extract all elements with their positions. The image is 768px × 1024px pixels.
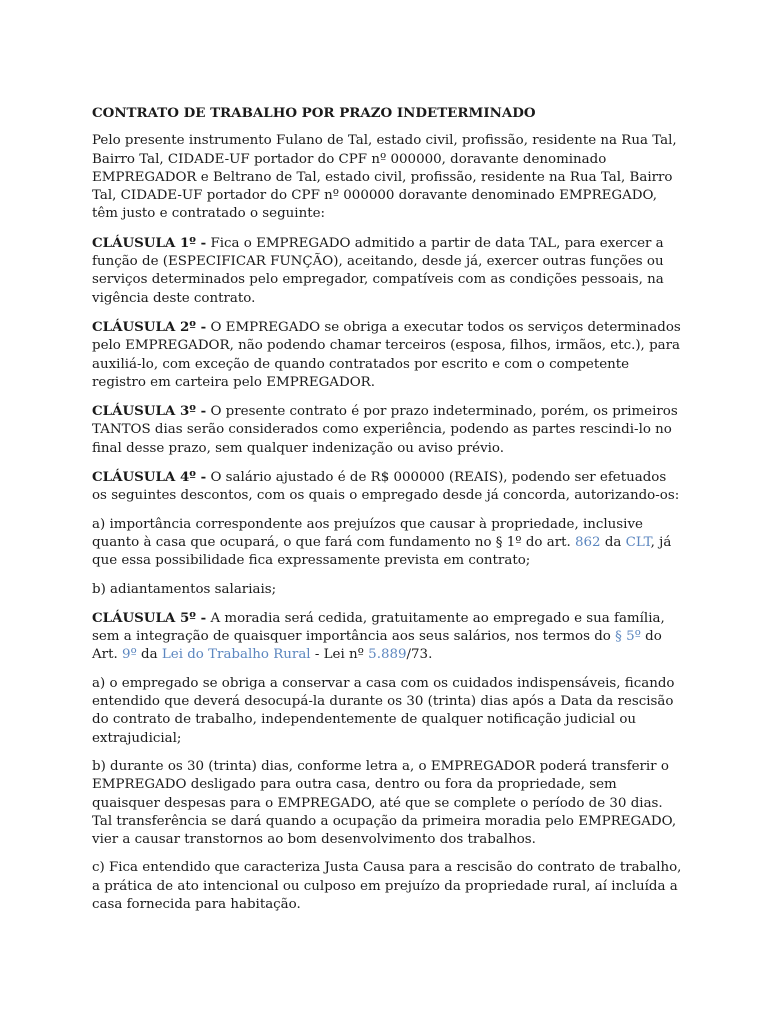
clause-5-item-a: a) o empregado se obriga a conservar a casa com os cuidados indispensáveis, ficando entendido que deverá desocupá-la durante os 30 (trinta) dias após a Data da rescisão do contrato de trabalho, independentemente de qualquer notificação judicial ou extrajudicial; bbox=[92, 675, 675, 746]
clause-4-text: O salário ajustado é de R$ 000000 (REAIS), podendo ser efetuados os seguintes descontos, com os quais o empregado desde já concorda, autorizando-os: bbox=[92, 470, 680, 504]
document-title: CONTRATO DE TRABALHO POR PRAZO INDETERMINADO bbox=[92, 105, 536, 121]
item-4a-text-2: da bbox=[600, 534, 626, 550]
clause-4-item-b: b) adiantamentos salariais; bbox=[92, 581, 277, 597]
clause-4-label: CLÁUSULA 4º - bbox=[92, 469, 207, 486]
clause-2-text: O EMPREGADO se obriga a executar todos os serviços determinados pelo EMPREGADOR, não podendo chamar terceiros (esposa, filhos, irmãos, etc.), para auxiliá-lo, com exceção de quando contratados por escrito e com o competente registro em carteira pelo EMPREGADOR. bbox=[92, 319, 681, 390]
clause-5-text-3: da bbox=[136, 647, 162, 663]
clause-2 bbox=[92, 318, 684, 392]
clause-3 bbox=[92, 402, 684, 458]
link-lei-5889[interactable]: 5.889 bbox=[368, 647, 407, 663]
intro-paragraph: Pelo presente instrumento Fulano de Tal, estado civil, profissão, residente na Rua Tal, Bairro Tal, CIDADE-UF portador do CPF nº 000000, doravante denominado EMPREGADOR e Beltrano de Tal, estado civil, profissão, residente na Rua Tal, Bairro Tal, CIDADE-UF portador do CPF nº 000000 doravante denominado EMPREGADO, têm justo e contratado o seguinte: bbox=[92, 133, 677, 222]
clause-1-label: CLÁUSULA 1º - bbox=[92, 234, 207, 251]
clause-5-text-2: do Art. bbox=[92, 629, 662, 663]
clause-4 bbox=[92, 468, 684, 506]
link-clt[interactable]: CLT bbox=[625, 534, 651, 550]
item-4a-text-1: a) importância correspondente aos prejuízos que causar à propriedade, inclusive quanto à casa que ocupará, o que fará com fundamento no § 1º do art. bbox=[92, 516, 643, 550]
clause-5-text-1: A moradia será cedida, gratuitamente ao empregado e sua família, sem a integração de quaisquer importância aos seus salários, nos termos do bbox=[92, 610, 665, 645]
link-art-862[interactable]: 862 bbox=[575, 534, 601, 550]
clause-1 bbox=[92, 234, 684, 308]
link-paragraph-5[interactable]: § 5º bbox=[615, 629, 641, 645]
clause-3-label: CLÁUSULA 3º - bbox=[92, 403, 207, 420]
clause-3-text: O presente contrato é por prazo indeterminado, porém, os primeiros TANTOS dias serão considerados como experiência, podendo as partes rescindi-lo no final desse prazo, sem qualquer indenização ou aviso prévio. bbox=[92, 404, 678, 456]
clause-5-text-4: - Lei nº bbox=[310, 647, 369, 663]
document-page bbox=[92, 104, 684, 924]
link-art-9[interactable]: 9º bbox=[121, 647, 137, 663]
item-4a-text-3: , já que essa possibilidade fica expressamente prevista em contrato; bbox=[92, 534, 672, 569]
link-lei-trabalho-rural[interactable]: Lei do Trabalho Rural bbox=[161, 647, 311, 663]
clause-5-item-b: b) durante os 30 (trinta) dias, conforme letra a, o EMPREGADOR poderá transferir o EMPREGADO desligado para outra casa, dentro ou fora da propriedade, sem quaisquer despesas para o EMPREGADO, até que se complete o período de 30 dias. Tal transferência se dará quando a ocupação da primeira moradia pelo EMPREGADO, vier a causar transtornos ao bom desenvolvimento dos trabalhos. bbox=[92, 758, 677, 848]
clause-4-item-a bbox=[92, 516, 684, 571]
clause-5-label: CLÁUSULA 5º - bbox=[92, 609, 207, 626]
clause-5-text-5: /73. bbox=[406, 647, 433, 663]
clause-5-item-c: c) Fica entendido que caracteriza Justa Causa para a rescisão do contrato de trabalho, a prática de ato intencional ou culposo em prejuízo da propriedade rural, aí incluída a casa fornecida para habitação. bbox=[92, 860, 682, 912]
clause-5 bbox=[92, 609, 684, 665]
clause-2-label: CLÁUSULA 2º - bbox=[92, 318, 207, 335]
clause-1-text: Fica o EMPREGADO admitido a partir de data TAL, para exercer a função de (ESPECIFICAR FUNÇÃO), aceitando, desde já, exercer outras funções ou serviços determinados pelo empregador, compatíveis com as condições pessoais, na vigência deste contrato. bbox=[92, 235, 664, 306]
